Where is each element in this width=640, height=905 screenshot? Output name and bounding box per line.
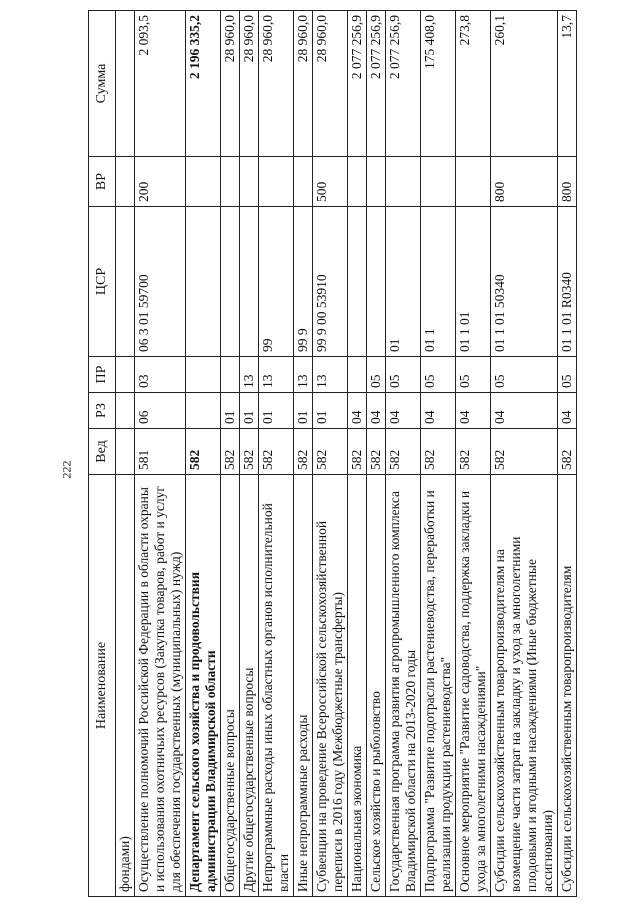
cell-vr — [456, 157, 491, 207]
cell-csr — [348, 207, 367, 357]
cell-sum: 28 960,0 — [221, 11, 240, 157]
cell-pr: 05 — [367, 357, 386, 393]
cell-rz: 01 — [259, 393, 294, 429]
cell-csr — [116, 207, 135, 357]
table-row — [186, 11, 221, 897]
cell-vr: 800 — [491, 157, 558, 207]
table-row — [367, 11, 386, 897]
cell-pr — [116, 357, 135, 393]
cell-rz: 04 — [421, 393, 456, 429]
cell-ved: 581 — [135, 429, 186, 475]
cell-name: Подпрограмма "Развитие подотрасли растениеводства, переработки и реализации продукции растениеводства" — [421, 475, 456, 897]
cell-sum: 175 408,0 — [421, 11, 456, 157]
cell-ved: 582 — [456, 429, 491, 475]
table-row — [240, 11, 259, 897]
cell-ved: 582 — [186, 429, 221, 475]
cell-rz — [116, 393, 135, 429]
header-vr: ВР — [89, 157, 116, 207]
cell-csr — [240, 207, 259, 357]
cell-csr — [186, 207, 221, 357]
cell-vr — [259, 157, 294, 207]
cell-rz — [186, 393, 221, 429]
cell-sum: 2 077 256,9 — [386, 11, 421, 157]
cell-csr: 01 1 01 — [456, 207, 491, 357]
cell-pr — [186, 357, 221, 393]
cell-ved: 582 — [367, 429, 386, 475]
cell-pr: 05 — [491, 357, 558, 393]
table-row — [259, 11, 294, 897]
cell-pr — [221, 357, 240, 393]
table-row — [386, 11, 421, 897]
cell-vr — [116, 157, 135, 207]
cell-rz: 06 — [135, 393, 186, 429]
table-row — [456, 11, 491, 897]
cell-sum: 260,1 — [491, 11, 558, 157]
cell-sum: 2 077 256,9 — [367, 11, 386, 157]
cell-name: Субвенции на проведение Всероссийской сельскохозяйственной переписи в 2016 году (Межбюджетные трансферты) — [313, 475, 348, 897]
cell-sum: 28 960,0 — [259, 11, 294, 157]
cell-name: Основное мероприятие "Развитие садоводства, поддержка закладки и ухода за многолетними насаждениями" — [456, 475, 491, 897]
cell-vr — [386, 157, 421, 207]
header-ved: Вед — [89, 429, 116, 475]
cell-vr: 500 — [313, 157, 348, 207]
table-row — [221, 11, 240, 897]
cell-vr: 200 — [135, 157, 186, 207]
table-row — [491, 11, 558, 897]
header-pr: ПР — [89, 357, 116, 393]
table-body — [116, 11, 577, 897]
cell-rz: 01 — [294, 393, 313, 429]
cell-sum: 2 077 256,9 — [348, 11, 367, 157]
header-csr: ЦСР — [89, 207, 116, 357]
cell-pr: 05 — [558, 357, 577, 393]
cell-vr — [294, 157, 313, 207]
cell-pr: 13 — [313, 357, 348, 393]
cell-pr — [348, 357, 367, 393]
cell-name: Осуществление полномочий Российской Федерации в области охраны и использования охотничьих ресурсов (Закупка товаров, работ и услуг для обеспечения государственных (муниципальных) нужд) — [135, 475, 186, 897]
cell-rz: 04 — [386, 393, 421, 429]
cell-sum: 13,7 — [558, 11, 577, 157]
cell-sum: 28 960,0 — [240, 11, 259, 157]
cell-ved: 582 — [221, 429, 240, 475]
cell-pr: 05 — [386, 357, 421, 393]
cell-pr: 05 — [456, 357, 491, 393]
cell-csr: 99 — [259, 207, 294, 357]
cell-sum: 2 196 335,2 — [186, 11, 221, 157]
cell-csr: 06 3 01 59700 — [135, 207, 186, 357]
table-row — [294, 11, 313, 897]
table-row — [116, 11, 135, 897]
cell-vr: 800 — [558, 157, 577, 207]
cell-csr — [367, 207, 386, 357]
budget-table — [88, 10, 577, 897]
cell-ved: 582 — [294, 429, 313, 475]
cell-csr: 01 1 01 50340 — [491, 207, 558, 357]
cell-csr — [221, 207, 240, 357]
cell-sum: 273,8 — [456, 11, 491, 157]
cell-vr — [348, 157, 367, 207]
cell-vr — [221, 157, 240, 207]
cell-rz: 01 — [240, 393, 259, 429]
cell-name: Сельское хозяйство и рыболовство — [367, 475, 386, 897]
cell-csr: 01 — [386, 207, 421, 357]
cell-ved: 582 — [259, 429, 294, 475]
cell-rz: 04 — [491, 393, 558, 429]
cell-rz: 04 — [348, 393, 367, 429]
cell-name: Субсидии сельскохозяйственным товаропроизводителям на возмещение части затрат на закладку и уход за многолетними плодовыми и ягодными насаждениями (Иные бюджетные ассигнования) — [491, 475, 558, 897]
header-rz: РЗ — [89, 393, 116, 429]
cell-name: Субсидии сельскохозяйственным товаропроизводителям — [558, 475, 577, 897]
cell-name: Национальная экономика — [348, 475, 367, 897]
cell-rz: 01 — [221, 393, 240, 429]
table-row — [135, 11, 186, 897]
cell-ved: 582 — [386, 429, 421, 475]
page-number: 222 — [59, 460, 74, 479]
cell-csr: 01 1 — [421, 207, 456, 357]
cell-vr — [421, 157, 456, 207]
table-row — [348, 11, 367, 897]
table-row — [421, 11, 456, 897]
cell-name: фондами) — [116, 475, 135, 897]
cell-sum — [116, 11, 135, 157]
cell-ved — [116, 429, 135, 475]
cell-ved: 582 — [421, 429, 456, 475]
header-name: Наименование — [89, 475, 116, 897]
cell-name: Департамент сельского хозяйства и продовольствия администрации Владимирской области — [186, 475, 221, 897]
cell-pr: 03 — [135, 357, 186, 393]
cell-csr: 99 9 — [294, 207, 313, 357]
cell-rz: 04 — [367, 393, 386, 429]
cell-sum: 28 960,0 — [313, 11, 348, 157]
cell-pr: 13 — [259, 357, 294, 393]
cell-rz: 01 — [313, 393, 348, 429]
cell-pr: 13 — [240, 357, 259, 393]
table-header-row — [89, 11, 116, 897]
cell-name: Другие общегосударственные вопросы — [240, 475, 259, 897]
cell-ved: 582 — [240, 429, 259, 475]
cell-ved: 582 — [313, 429, 348, 475]
table-row — [313, 11, 348, 897]
cell-csr: 01 1 01 R0340 — [558, 207, 577, 357]
cell-ved: 582 — [558, 429, 577, 475]
cell-vr — [186, 157, 221, 207]
cell-ved: 582 — [348, 429, 367, 475]
cell-csr: 99 9 00 53910 — [313, 207, 348, 357]
cell-sum: 2 093,5 — [135, 11, 186, 157]
cell-rz: 04 — [558, 393, 577, 429]
cell-name: Общегосударственные вопросы — [221, 475, 240, 897]
cell-vr — [367, 157, 386, 207]
cell-ved: 582 — [491, 429, 558, 475]
cell-name: Государственная программа развития агропромышленного комплекса Владимирской области на 2013-2020 годы — [386, 475, 421, 897]
cell-pr: 13 — [294, 357, 313, 393]
cell-rz: 04 — [456, 393, 491, 429]
cell-name: Непрограммные расходы иных областных органов исполнительной власти — [259, 475, 294, 897]
header-sum: Сумма — [89, 11, 116, 157]
cell-name: Иные непрограммные расходы — [294, 475, 313, 897]
cell-pr: 05 — [421, 357, 456, 393]
cell-sum: 28 960,0 — [294, 11, 313, 157]
table-row — [558, 11, 577, 897]
cell-vr — [240, 157, 259, 207]
